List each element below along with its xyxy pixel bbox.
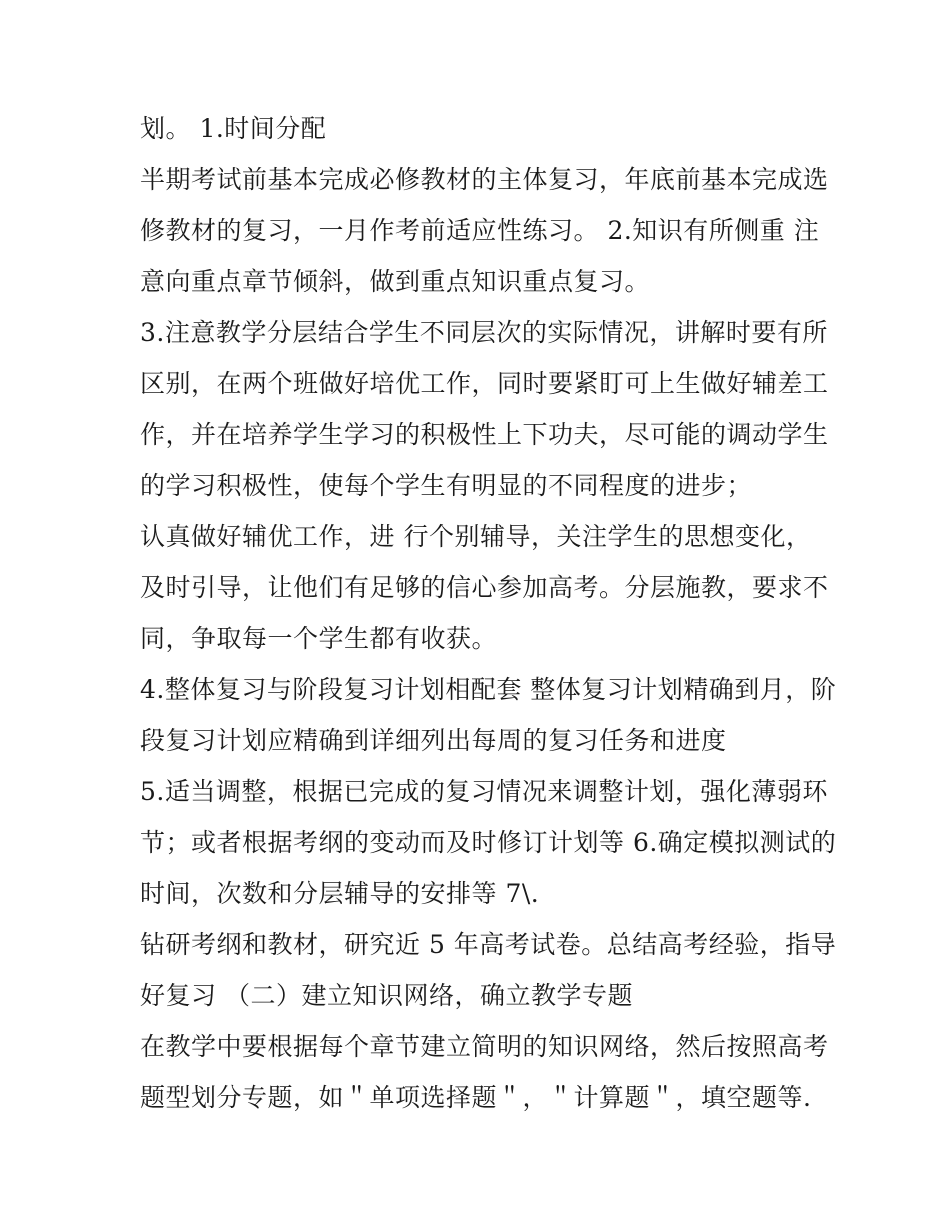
text-line: 同，争取每一个学生都有收获。 — [140, 624, 498, 653]
text-line: 在教学中要根据每个章节建立简明的知识网络，然后按照高考 — [140, 1032, 829, 1061]
text-line: 题型划分专题，如＂单项选择题＂，＂计算题＂，填空题等. — [140, 1083, 812, 1112]
text-line: 好复习 （二）建立知识网络，确立教学专题 — [140, 981, 633, 1010]
document-body — [140, 111, 837, 1131]
text-line: 修教材的复习，一月作考前适应性练习。 2.知识有所侧重 注 — [140, 216, 820, 245]
text-line: 节；或者根据考纲的变动而及时修订计划等 6.确定模拟测试的 — [140, 828, 837, 857]
text-line: 作，并在培养学生学习的积极性上下功夫，尽可能的调动学生 — [140, 420, 829, 449]
text-line: 钻研考纲和教材，研究近 5 年高考试卷。总结高考经验，指导 — [140, 930, 837, 959]
text-line: 4.整体复习与阶段复习计划相配套 整体复习计划精确到月，阶 — [140, 675, 837, 704]
text-line: 意向重点章节倾斜，做到重点知识重点复习。 — [140, 267, 651, 296]
text-line: 3.注意教学分层结合学生不同层次的实际情况，讲解时要有所 — [140, 318, 828, 347]
text-line: 半期考试前基本完成必修教材的主体复习，年底前基本完成选 — [140, 165, 829, 194]
text-line: 时间，次数和分层辅导的安排等 7\. — [140, 879, 540, 908]
text-line: 5.适当调整，根据已完成的复习情况来调整计划，强化薄弱环 — [140, 777, 828, 806]
text-line: 认真做好辅优工作，进 行个别辅导，关注学生的思想变化， — [140, 522, 812, 551]
text-line: 段复习计划应精确到详细列出每周的复习任务和进度 — [140, 726, 727, 755]
text-line: 及时引导，让他们有足够的信心参加高考。分层施教，要求不 — [140, 573, 829, 602]
text-line: 区别，在两个班做好培优工作，同时要紧盯可上生做好辅差工 — [140, 369, 829, 398]
text-line: 划。 1.时间分配 — [140, 114, 327, 143]
text-line: 的学习积极性，使每个学生有明显的不同程度的进步； — [140, 471, 753, 500]
